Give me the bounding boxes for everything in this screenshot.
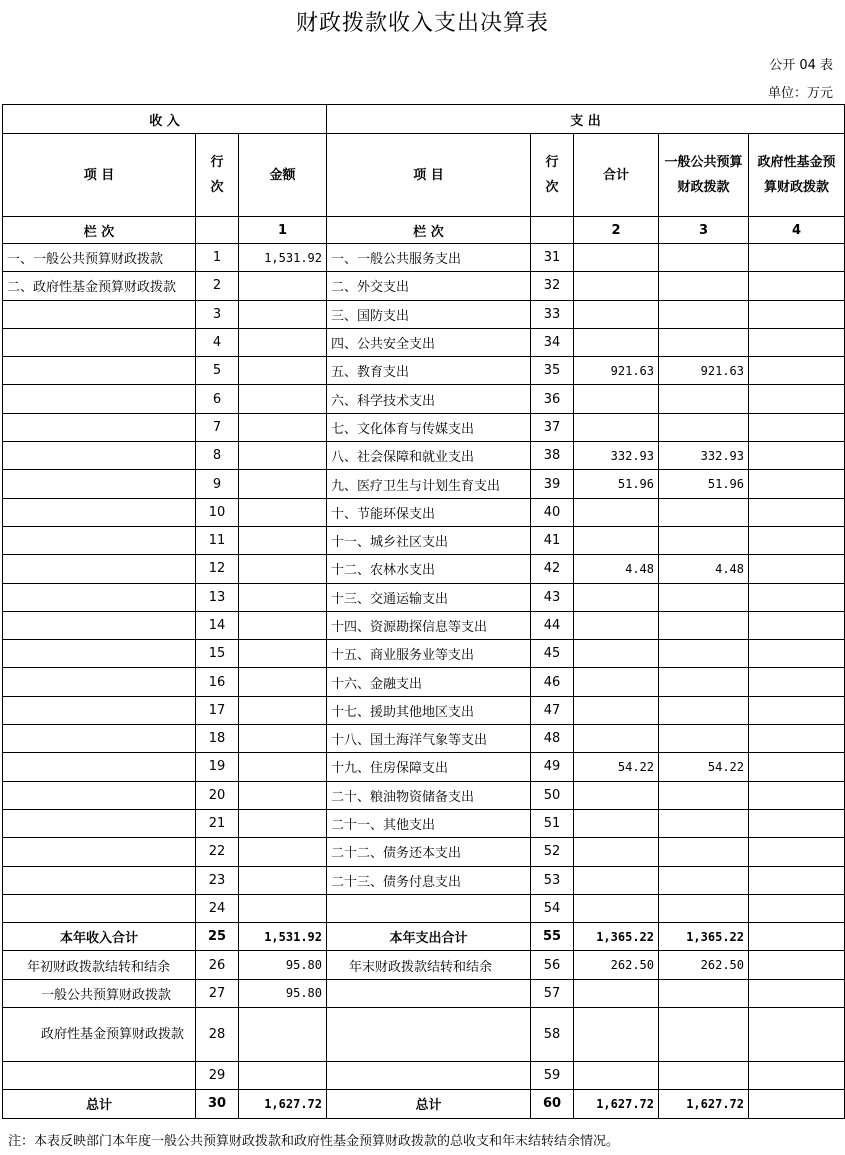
income-item: 政府性基金预算财政拨款 [3,1008,196,1062]
gov-fund-amount [749,1062,845,1090]
expenditure-line-no: 57 [531,979,574,1007]
general-budget-amount [659,781,749,809]
expenditure-item [327,1008,531,1062]
carry-row [3,979,845,1007]
expenditure-item: 七、文化体育与传媒支出 [327,413,531,441]
carry-row [3,951,845,979]
income-line-no: 3 [196,300,239,328]
gov-fund-amount [749,583,845,611]
expenditure-total [574,866,659,894]
table-row [3,300,845,328]
expenditure-total [574,838,659,866]
income-item [3,753,196,781]
general-budget-amount [659,300,749,328]
expenditure-line-no: 50 [531,781,574,809]
income-amount: 1,627.72 [239,1090,327,1118]
income-item: 一般公共预算财政拨款 [3,979,196,1007]
income-line-no: 16 [196,668,239,696]
income-item: 本年收入合计 [3,923,196,951]
expenditure-line-no: 45 [531,640,574,668]
carry-row [3,1008,845,1062]
income-item [3,809,196,837]
income-item [3,357,196,385]
income-item [3,328,196,356]
table-row [3,640,845,668]
table-row [3,611,845,639]
expenditure-line-no: 48 [531,725,574,753]
expenditure-total [574,244,659,272]
gov-fund-amount [749,923,845,951]
income-item [3,1062,196,1090]
income-amount [239,442,327,470]
table-row [3,244,845,272]
expenditure-line-no: 46 [531,668,574,696]
expenditure-line-no-header: 行次 [531,134,574,217]
general-budget-amount [659,328,749,356]
income-line-no: 30 [196,1090,239,1118]
expenditure-item: 二、外交支出 [327,272,531,300]
expenditure-item: 三、国防支出 [327,300,531,328]
income-amount [239,809,327,837]
expenditure-total [574,300,659,328]
table-row [3,838,845,866]
expenditure-item [327,979,531,1007]
expenditure-item: 十二、农林水支出 [327,555,531,583]
expenditure-item: 四、公共安全支出 [327,328,531,356]
expenditure-total [574,385,659,413]
income-item: 年初财政拨款结转和结余 [3,951,196,979]
income-line-no: 7 [196,413,239,441]
expenditure-line-no: 38 [531,442,574,470]
gov-fund-amount [749,1008,845,1062]
general-budget-header: 一般公共预算财政拨款 [659,134,749,217]
income-item [3,668,196,696]
gov-fund-amount [749,357,845,385]
income-item [3,442,196,470]
income-item [3,611,196,639]
table-row [3,866,845,894]
income-item [3,526,196,554]
income-amount [239,668,327,696]
col-number-2: 2 [574,217,659,244]
gov-fund-amount [749,838,845,866]
gov-fund-amount [749,725,845,753]
gov-fund-amount [749,526,845,554]
gov-fund-amount [749,272,845,300]
gov-fund-amount [749,442,845,470]
expenditure-item: 二十三、债务付息支出 [327,866,531,894]
general-budget-amount [659,725,749,753]
expenditure-line-no: 55 [531,923,574,951]
income-column-label: 栏 次 [3,217,196,244]
expenditure-item: 十九、住房保障支出 [327,753,531,781]
income-item [3,498,196,526]
gov-fund-header: 政府性基金预算财政拨款 [749,134,845,217]
general-budget-amount [659,979,749,1007]
expenditure-line-no: 58 [531,1008,574,1062]
table-row [3,725,845,753]
expenditure-item: 二十一、其他支出 [327,809,531,837]
general-budget-amount [659,1062,749,1090]
expenditure-line-no: 39 [531,470,574,498]
gov-fund-amount [749,498,845,526]
expenditure-total: 4.48 [574,555,659,583]
expenditure-total [574,526,659,554]
general-budget-amount [659,244,749,272]
general-budget-amount: 262.50 [659,951,749,979]
gov-fund-amount [749,809,845,837]
expenditure-item: 总计 [327,1090,531,1118]
subtotal-row [3,923,845,951]
expenditure-total: 1,627.72 [574,1090,659,1118]
expenditure-line-no: 40 [531,498,574,526]
general-budget-amount [659,809,749,837]
table-row [3,781,845,809]
expenditure-line-no: 43 [531,583,574,611]
income-line-no: 6 [196,385,239,413]
income-line-no: 23 [196,866,239,894]
general-budget-amount [659,640,749,668]
income-line-no: 14 [196,611,239,639]
report-title: 财政拨款收入支出决算表 [295,11,549,36]
general-budget-amount [659,611,749,639]
income-amount [239,696,327,724]
expenditure-section-header: 支 出 [327,105,845,134]
income-line-no: 21 [196,809,239,837]
income-line-no-header: 行次 [196,134,239,217]
table-row [3,328,845,356]
expenditure-total: 51.96 [574,470,659,498]
expenditure-total [574,1008,659,1062]
income-amount [239,328,327,356]
general-budget-amount [659,668,749,696]
income-amount [239,357,327,385]
income-line-no: 8 [196,442,239,470]
expenditure-item: 十一、城乡社区支出 [327,526,531,554]
expenditure-total [574,413,659,441]
income-amount: 1,531.92 [239,923,327,951]
table-row [3,809,845,837]
income-item [3,640,196,668]
income-line-no: 24 [196,894,239,922]
expenditure-line-no: 59 [531,1062,574,1090]
table-row [3,696,845,724]
income-amount [239,272,327,300]
income-line-no: 9 [196,470,239,498]
income-line-no: 26 [196,951,239,979]
gov-fund-amount [749,244,845,272]
income-line-no: 25 [196,923,239,951]
general-budget-amount [659,498,749,526]
income-line-no: 2 [196,272,239,300]
income-line-no: 29 [196,1062,239,1090]
expenditure-line-no: 31 [531,244,574,272]
amount-header: 金额 [239,134,327,217]
table-row [3,668,845,696]
income-line-no: 17 [196,696,239,724]
income-line-no: 12 [196,555,239,583]
general-budget-amount [659,696,749,724]
expenditure-total: 921.63 [574,357,659,385]
expenditure-total [574,583,659,611]
general-budget-amount [659,838,749,866]
expenditure-total [574,272,659,300]
expenditure-line-no: 60 [531,1090,574,1118]
income-item [3,894,196,922]
income-amount [239,725,327,753]
footnote: 注：本表反映部门本年度一般公共预算财政拨款和政府性基金预算财政拨款的总收支和年末结转结余情况。 [8,1134,620,1149]
income-item [3,385,196,413]
income-amount [239,385,327,413]
income-amount [239,583,327,611]
expenditure-item: 十三、交通运输支出 [327,583,531,611]
expenditure-line-no: 52 [531,838,574,866]
income-amount [239,555,327,583]
income-line-no: 15 [196,640,239,668]
income-item [3,838,196,866]
general-budget-amount: 1,627.72 [659,1090,749,1118]
income-item: 总计 [3,1090,196,1118]
income-amount [239,413,327,441]
income-amount: 95.80 [239,979,327,1007]
expenditure-total [574,498,659,526]
general-budget-amount: 1,365.22 [659,923,749,951]
income-amount [239,640,327,668]
gov-fund-amount [749,894,845,922]
gov-fund-amount [749,781,845,809]
gov-fund-amount [749,300,845,328]
blank-cell [531,217,574,244]
income-item [3,781,196,809]
income-item [3,725,196,753]
gov-fund-amount [749,668,845,696]
expenditure-total: 262.50 [574,951,659,979]
income-amount [239,1008,327,1062]
expenditure-total [574,725,659,753]
total-header: 合计 [574,134,659,217]
col-number-3: 3 [659,217,749,244]
income-section-header: 收 入 [3,105,327,134]
unit-label: 单位：万元 [767,86,833,101]
expenditure-line-no: 47 [531,696,574,724]
gov-fund-amount [749,555,845,583]
carry-row [3,1062,845,1090]
expenditure-line-no: 54 [531,894,574,922]
fiscal-appropriation-table [2,104,845,1119]
col-number-4: 4 [749,217,845,244]
gov-fund-amount [749,979,845,1007]
general-budget-amount [659,866,749,894]
gov-fund-amount [749,1090,845,1118]
expenditure-item: 十、节能环保支出 [327,498,531,526]
expenditure-total: 1,365.22 [574,923,659,951]
table-row [3,753,845,781]
expenditure-total [574,809,659,837]
income-line-no: 5 [196,357,239,385]
expenditure-item: 六、科学技术支出 [327,385,531,413]
general-budget-amount [659,272,749,300]
general-budget-amount: 54.22 [659,753,749,781]
table-row [3,583,845,611]
expenditure-total [574,781,659,809]
expenditure-line-no: 34 [531,328,574,356]
expenditure-line-no: 41 [531,526,574,554]
gov-fund-amount [749,385,845,413]
expenditure-item: 十六、金融支出 [327,668,531,696]
expenditure-total [574,1062,659,1090]
expenditure-column-label: 栏 次 [327,217,531,244]
table-row [3,442,845,470]
income-item: 二、政府性基金预算财政拨款 [3,272,196,300]
income-amount [239,470,327,498]
income-item: 一、一般公共预算财政拨款 [3,244,196,272]
expenditure-line-no: 53 [531,866,574,894]
expenditure-line-no: 37 [531,413,574,441]
general-budget-amount: 921.63 [659,357,749,385]
income-amount [239,1062,327,1090]
expenditure-total [574,979,659,1007]
income-item [3,470,196,498]
expenditure-item: 十八、国土海洋气象等支出 [327,725,531,753]
income-amount [239,838,327,866]
general-budget-amount [659,583,749,611]
income-item [3,866,196,894]
income-item [3,300,196,328]
table-row [3,470,845,498]
general-budget-amount [659,1008,749,1062]
expenditure-item: 二十、粮油物资储备支出 [327,781,531,809]
expenditure-item: 八、社会保障和就业支出 [327,442,531,470]
income-item [3,696,196,724]
general-budget-amount [659,413,749,441]
general-budget-amount [659,385,749,413]
gov-fund-amount [749,611,845,639]
general-budget-amount: 4.48 [659,555,749,583]
expenditure-line-no: 36 [531,385,574,413]
table-row [3,526,845,554]
general-budget-amount: 51.96 [659,470,749,498]
income-amount [239,894,327,922]
table-row [3,272,845,300]
income-amount [239,526,327,554]
gov-fund-amount [749,328,845,356]
expenditure-line-no: 42 [531,555,574,583]
income-item [3,555,196,583]
table-row [3,498,845,526]
expenditure-item [327,1062,531,1090]
expenditure-line-no: 44 [531,611,574,639]
blank-cell [196,217,239,244]
expenditure-item: 九、医疗卫生与计划生育支出 [327,470,531,498]
expenditure-item: 十七、援助其他地区支出 [327,696,531,724]
income-line-no: 18 [196,725,239,753]
expenditure-total [574,611,659,639]
expenditure-line-no: 56 [531,951,574,979]
expenditure-line-no: 33 [531,300,574,328]
table-row [3,555,845,583]
expenditure-item: 十五、商业服务业等支出 [327,640,531,668]
expenditure-item: 五、教育支出 [327,357,531,385]
gov-fund-amount [749,753,845,781]
gov-fund-amount [749,696,845,724]
income-line-no: 1 [196,244,239,272]
table-row [3,413,845,441]
income-amount [239,753,327,781]
income-amount: 95.80 [239,951,327,979]
gov-fund-amount [749,413,845,441]
income-amount: 1,531.92 [239,244,327,272]
expenditure-line-no: 32 [531,272,574,300]
income-amount [239,781,327,809]
expenditure-total [574,640,659,668]
income-line-no: 28 [196,1008,239,1062]
expenditure-item-header: 项 目 [327,134,531,217]
expenditure-item: 本年支出合计 [327,923,531,951]
general-budget-amount: 332.93 [659,442,749,470]
income-line-no: 10 [196,498,239,526]
income-line-no: 19 [196,753,239,781]
table-row [3,894,845,922]
income-line-no: 20 [196,781,239,809]
expenditure-total [574,668,659,696]
expenditure-total: 332.93 [574,442,659,470]
expenditure-total: 54.22 [574,753,659,781]
gov-fund-amount [749,866,845,894]
expenditure-item: 一、一般公共服务支出 [327,244,531,272]
gov-fund-amount [749,951,845,979]
income-line-no: 11 [196,526,239,554]
table-row [3,385,845,413]
income-amount [239,866,327,894]
expenditure-total [574,328,659,356]
expenditure-item: 年末财政拨款结转和结余 [327,951,531,979]
expenditure-line-no: 51 [531,809,574,837]
general-budget-amount [659,526,749,554]
expenditure-item [327,894,531,922]
income-line-no: 22 [196,838,239,866]
expenditure-item: 二十二、债务还本支出 [327,838,531,866]
col-number-1: 1 [239,217,327,244]
income-amount [239,300,327,328]
expenditure-total [574,894,659,922]
gov-fund-amount [749,470,845,498]
income-item [3,413,196,441]
expenditure-line-no: 35 [531,357,574,385]
expenditure-line-no: 49 [531,753,574,781]
income-line-no: 13 [196,583,239,611]
grand-total-row [3,1090,845,1118]
gov-fund-amount [749,640,845,668]
expenditure-total [574,696,659,724]
table-row [3,357,845,385]
income-amount [239,498,327,526]
income-line-no: 4 [196,328,239,356]
table-code: 公开 04 表 [769,58,833,73]
income-item-header: 项 目 [3,134,196,217]
income-line-no: 27 [196,979,239,1007]
income-item [3,583,196,611]
income-amount [239,611,327,639]
expenditure-item: 十四、资源勘探信息等支出 [327,611,531,639]
general-budget-amount [659,894,749,922]
